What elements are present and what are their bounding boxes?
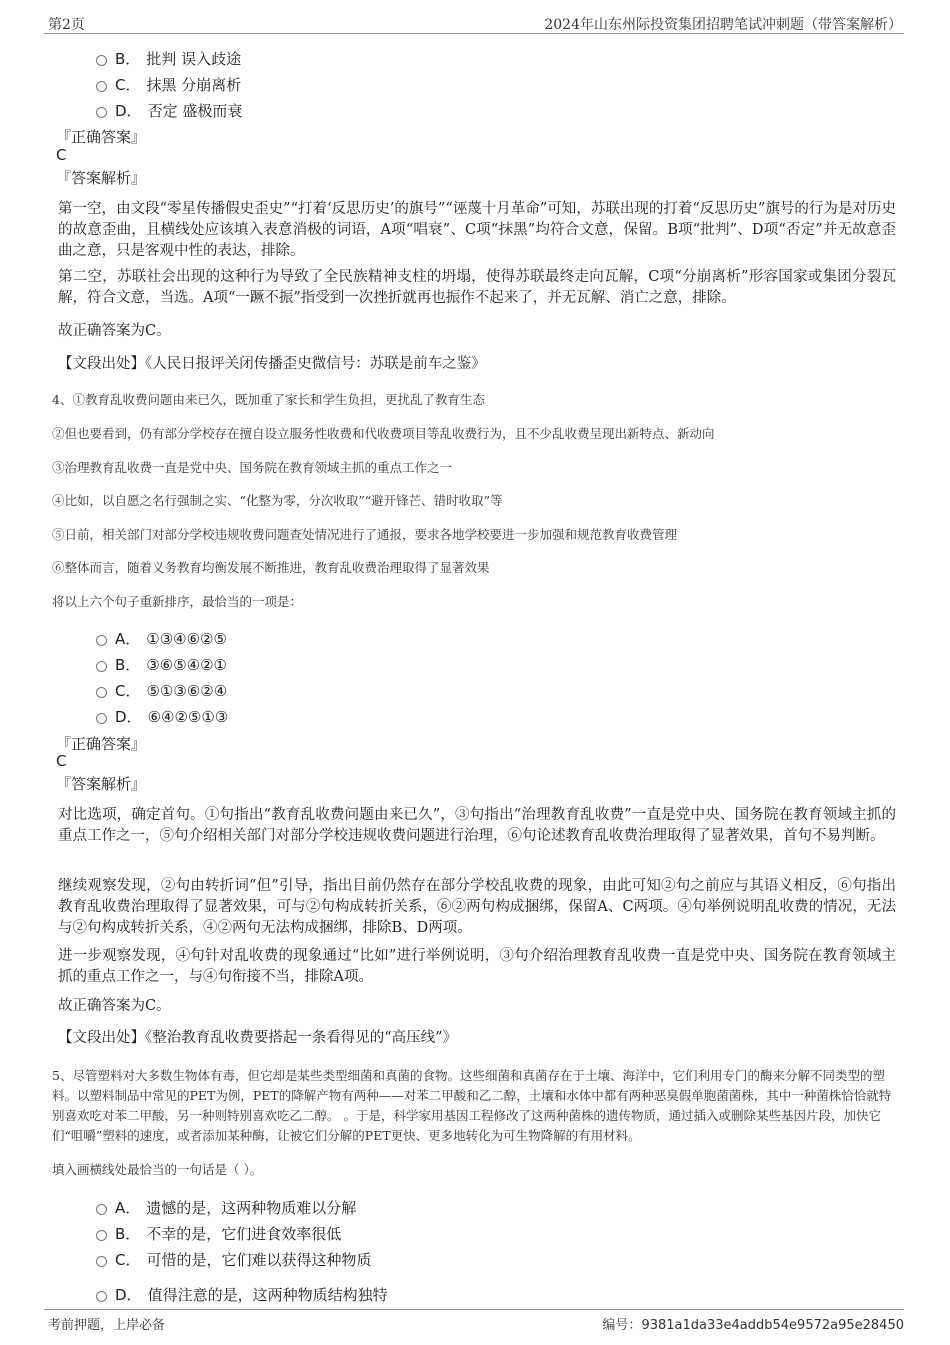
radio-icon[interactable] <box>96 1256 107 1267</box>
q4-answer: C <box>56 752 67 770</box>
q4-option-d[interactable]: D． ⑥④②⑤①③ <box>96 706 228 727</box>
q4-analysis-para: 对比选项，确定首句。①句指出“教育乱收费问题由来已久”，③句指出“治理教育乱收费”一直是党中央、国务院在教育领域主抓的重点工作之一，⑤句介绍相关部门对部分学校违规收费问题进行治理，⑥句论述教育乱收费治理取得了显著效果，首句不易判断。 <box>58 807 896 844</box>
footer-divider <box>44 1309 904 1310</box>
q5-option-a[interactable]: A． 遗憾的是，这两种物质难以分解 <box>96 1197 356 1218</box>
q5-prompt: 填入画横线处最恰当的一句话是（ ）。 <box>52 1162 263 1177</box>
q4-option-a[interactable]: A． ①③④⑥②⑤ <box>96 628 227 649</box>
q4-sentence: ⑤日前，相关部门对部分学校违规收费问题查处情况进行了通报，要求各地学校要进一步加强和规范教育收费管理 <box>52 527 678 542</box>
q4-option-c[interactable]: C． ⑤①③⑥②④ <box>96 680 227 701</box>
q5-option-d[interactable]: D． 值得注意的是，这两种物质结构独特 <box>96 1284 388 1305</box>
footer-slogan: 考前押题，上岸必备 <box>48 1318 166 1333</box>
q4-prompt: 将以上六个句子重新排序，最恰当的一项是： <box>52 594 303 609</box>
radio-icon[interactable] <box>96 1230 107 1241</box>
q4-analysis-label: 『答案解析』 <box>56 775 147 793</box>
q3-analysis-para: 第一空，由文段“零星传播假史歪史”“打着‘反思历史’的旗号”“诬蔑十月革命”可知，苏联出现的打着“反思历史”旗号的行为是对历史的故意歪曲，且横线处应该填入表意消极的词语，A项“唱衰”、C项“抹黑”均符合文意，保留。B项“批判”、D项“否定”并无故意歪曲之意，只是客观中性的表达，排除。 <box>58 201 896 259</box>
q4-analysis-para: 进一步观察发现，④句针对乱收费的现象通过“比如”进行举例说明，③句介绍治理教育乱收费一直是党中央、国务院在教育领域主抓的重点工作之一，与④句衔接不当，排除A项。 <box>58 948 896 985</box>
radio-icon[interactable] <box>96 107 107 118</box>
radio-icon[interactable] <box>96 661 107 672</box>
q3-answer: C <box>56 146 67 164</box>
q4-analysis-conclusion: 故正确答案为C。 <box>58 998 171 1014</box>
code-value: 9381a1da33e4addb54e9572a95e28450 <box>641 1318 904 1333</box>
radio-icon[interactable] <box>96 81 107 92</box>
q3-analysis-para: 第二空，苏联社会出现的这种行为导致了全民族精神支柱的坍塌，使得苏联最终走向瓦解，C项“分崩离析”形容国家或集团分裂瓦解，符合文意，当选。A项“一蹶不振”指受到一次挫折就再也振作不起来了，并无瓦解、消亡之意，排除。 <box>58 269 896 306</box>
radio-icon[interactable] <box>96 635 107 646</box>
q4-analysis-para: 继续观察发现，②句由转折词“但”引导，指出目前仍然存在部分学校乱收费的现象，由此可知②句之前应与其语义相反，⑥句指出教育乱收费治理取得了显著效果，可与②句构成转折关系，⑥②两句构成捆绑，保留A、C两项。④句举例说明乱收费的情况，无法与②句构成转折关系，④②两句无法构成捆绑，排除B、D两项。 <box>58 878 896 936</box>
q3-option-c[interactable]: C． 抹黑 分崩离析 <box>96 74 241 95</box>
q4-sentence: ②但也要看到，仍有部分学校存在擅自设立服务性收费和代收费项目等乱收费行为，且不少乱收费呈现出新特点、新动向 <box>52 426 715 441</box>
q3-option-d[interactable]: D． 否定 盛极而衰 <box>96 100 242 121</box>
q5-option-b[interactable]: B． 不幸的是，它们进食效率很低 <box>96 1223 341 1244</box>
q4-answer-label: 『正确答案』 <box>56 735 147 753</box>
radio-icon[interactable] <box>96 1204 107 1215</box>
q3-source: 【文段出处】《人民日报评关闭传播歪史微信号：苏联是前车之鉴》 <box>58 356 486 372</box>
q5-passage: 5、尽管塑料对大多数生物体有毒，但它却是某些类型细菌和真菌的食物。这些细菌和真菌存在于土壤、海洋中，它们利用专门的酶来分解不同类型的塑料。以塑料制品中常见的PET为例，PET的降解产物有两种——对苯二甲酸和乙二醇，土壤和水体中都有两种恶臭假单胞菌菌株，其中一种菌株恰恰就特别喜欢吃对苯二甲酸，另一种则特别喜欢吃乙二醇。 。于是，科学家用基因工程修改了这两种菌株的遗传物质，通过插入或删除某些基因片段，加快它们“咀嚼”塑料的速度，或者添加某种酶，让被它们分解的PET更快、更多地转化为可生物降解的有用材料。 <box>52 1068 892 1143</box>
q5-option-c[interactable]: C． 可惜的是，它们难以获得这种物质 <box>96 1249 372 1270</box>
q3-analysis-conclusion: 故正确答案为C。 <box>58 323 171 339</box>
q4-sentence: ④比如，以自愿之名行强制之实、“化整为零，分次收取”“避开锋芒、错时收取”等 <box>52 493 503 508</box>
document-code <box>602 1314 904 1333</box>
radio-icon[interactable] <box>96 1291 107 1302</box>
q3-answer-label: 『正确答案』 <box>56 128 147 146</box>
q3-option-b[interactable]: B． 批判 误入歧途 <box>96 48 241 69</box>
q4-sentence: ③治理教育乱收费一直是党中央、国务院在教育领域主抓的重点工作之一 <box>52 460 453 475</box>
radio-icon[interactable] <box>96 713 107 724</box>
radio-icon[interactable] <box>96 687 107 698</box>
radio-icon[interactable] <box>96 55 107 66</box>
page-number: 第2页 <box>48 17 85 33</box>
q4-sentence: 4、①教育乱收费问题由来已久，既加重了家长和学生负担，更扰乱了教育生态 <box>52 392 485 407</box>
document-title: 2024年山东州际投资集团招聘笔试冲刺题（带答案解析） <box>544 17 902 33</box>
q3-analysis-label: 『答案解析』 <box>56 169 147 187</box>
q4-option-b[interactable]: B． ③⑥⑤④②① <box>96 654 227 675</box>
code-label: 编号： <box>602 1318 642 1333</box>
q4-source: 【文段出处】《整治教育乱收费要搭起一条看得见的“高压线”》 <box>58 1030 458 1046</box>
q4-sentence: ⑥整体而言，随着义务教育均衡发展不断推进，教育乱收费治理取得了显著效果 <box>52 560 490 575</box>
header-divider <box>44 33 904 34</box>
